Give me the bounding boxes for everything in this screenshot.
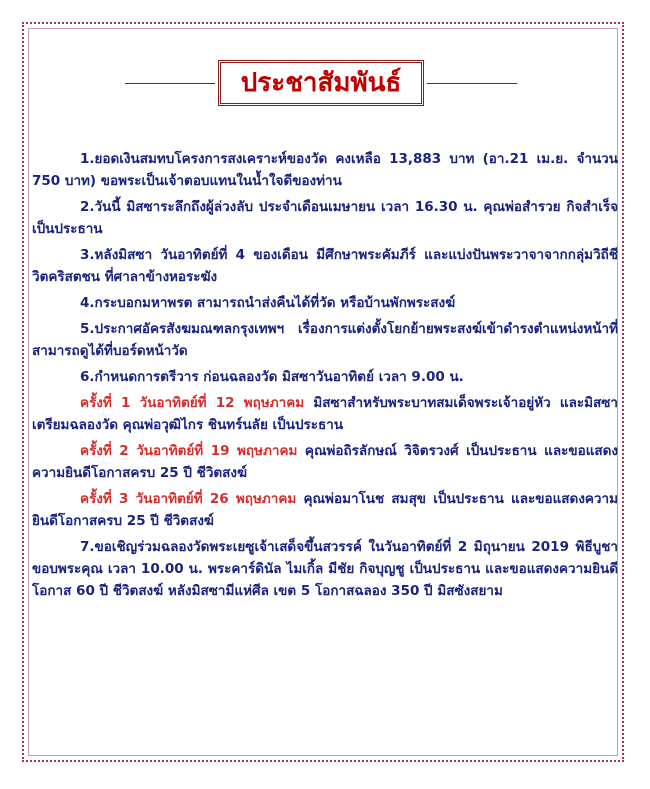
schedule-detail: คุณพ่อมาโนช สมสุข เป็นประธาน และขอแสดงความยินดีโอกาสครบ 25 ปี ชีวิตสงฆ์ — [32, 491, 618, 529]
schedule-entry-2 — [32, 440, 618, 484]
schedule-date: ครั้งที่ 3 วันอาทิตย์ที่ 26 พฤษภาคม — [80, 491, 297, 507]
schedule-date: ครั้งที่ 1 วันอาทิตย์ที่ 12 พฤษภาคม — [80, 395, 305, 411]
title-banner — [218, 60, 424, 106]
schedule-detail: มิสซาสำหรับพระบาทสมเด็จพระเจ้าอยู่หัว และมิสซาเตรียมฉลองวัด คุณพ่อวุฒิไกร ชินทร์นลัย เป็นประธาน — [32, 395, 619, 433]
schedule-entry-1 — [32, 392, 618, 436]
schedule-detail: คุณพ่อถิรลักษณ์ วิจิตรวงศ์ เป็นประธาน และขอแสดงความยินดีโอกาสครบ 25 ปี ชีวิตสงฆ์ — [32, 443, 618, 481]
schedule-date: ครั้งที่ 2 วันอาทิตย์ที่ 19 พฤษภาคม — [80, 443, 298, 459]
announcement-item-2: 2.วันนี้ มิสซาระลึกถึงผู้ล่วงลับ ประจำเดือนเมษายน เวลา 16.30 น. คุณพ่อสำรวย กิจสำเร็จ เป็นประธาน — [32, 199, 618, 237]
announcement-item-7: 7.ขอเชิญร่วมฉลองวัดพระเยซูเจ้าเสด็จขึ้นสวรรค์ ในวันอาทิตย์ที่ 2 มิถุนายน 2019 พิธีบูชาขอบพระคุณ เวลา 10.00 น. พระคาร์ดินัล ไมเกิ้ล มีชัย กิจบุญชู เป็นประธาน และขอแสดงความยินดีโอกาส 60 ปี ชีวิตสงฆ์ หลังมิสซามีแห่ศีล เขต 5 โอกาสฉลอง 350 ปี มิสซังสยาม — [32, 539, 618, 599]
page-title: ประชาสัมพันธ์ — [240, 68, 402, 98]
announcement-item-6: 6.กำหนดการตรีวาร ก่อนฉลองวัด มิสซาวันอาทิตย์ เวลา 9.00 น. — [80, 369, 464, 385]
announcement-item-1: 1.ยอดเงินสมทบโครงการสงเคราะห์ของวัด คงเหลือ 13,883 บาท (อา.21 เม.ย. จำนวน 750 บาท) ขอพระเป็นเจ้าตอบแทนในน้ำใจดีของท่าน — [32, 151, 618, 189]
schedule-entry-3 — [32, 488, 618, 532]
announcement-item-4: 4.กระบอกมหาพรต สามารถนำส่งคืนได้ที่วัด หรือบ้านพักพระสงฆ์ — [80, 295, 456, 311]
announcement-item-5: 5.ประกาศอัครสังฆมณฑลกรุงเทพฯ เรื่องการแต่งตั้งโยกย้ายพระสงฆ์เข้าดำรงตำแหน่งหน้าที่ สามารถดูได้ที่บอร์ดหน้าวัด — [32, 321, 618, 359]
announcement-item-3: 3.หลังมิสซา วันอาทิตย์ที่ 4 ของเดือน มีศึกษาพระคัมภีร์ และแบ่งปันพระวาจาจากกลุ่มวิถีชีวิตคริสตชน ที่ศาลาข้างหอระฆัง — [32, 247, 618, 285]
announcement-list — [32, 148, 618, 606]
